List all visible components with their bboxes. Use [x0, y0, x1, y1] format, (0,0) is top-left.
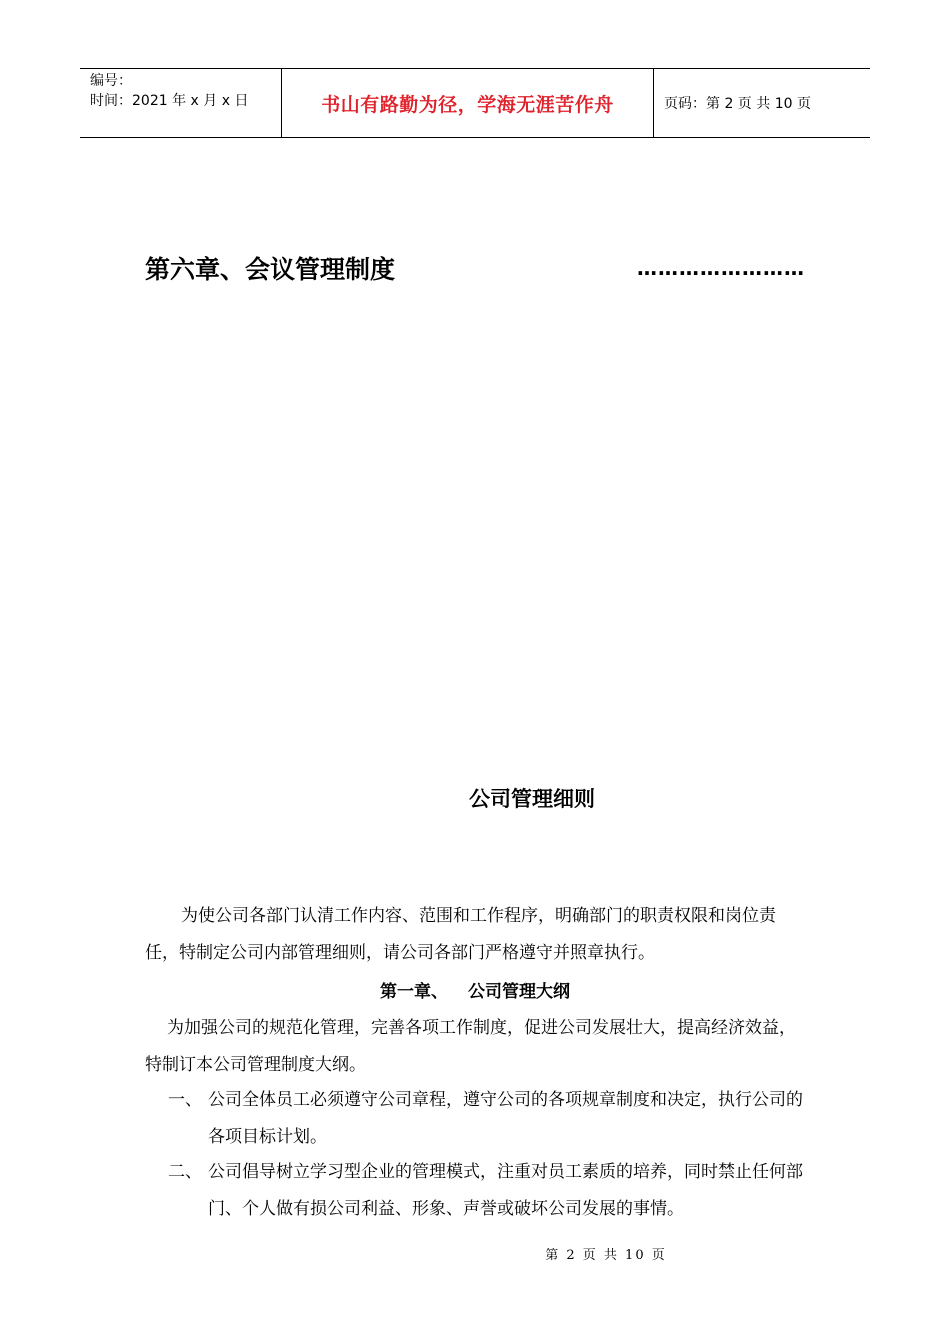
page-header: [80, 68, 870, 138]
header-page-cell: [654, 69, 870, 137]
date-label: 时间：2021 年 x 月 x 日: [90, 93, 249, 109]
chapter-title: 公司管理大纲: [468, 982, 570, 1002]
number-label: 编号：: [90, 73, 132, 89]
toc-entry[interactable]: [145, 248, 805, 288]
header-motto-cell: [281, 69, 654, 137]
list-item-text: 公司倡导树立学习型企业的管理模式，注重对员工素质的培养，同时禁止任何部门、个人做有损公司利益、形象、声誉或破坏公司发展的事情。: [208, 1162, 803, 1219]
motto-text: 书山有路勤为径，学海无涯苦作舟: [321, 93, 614, 116]
chapter-heading: [0, 978, 950, 1006]
chapter-intro-paragraph: 为加强公司的规范化管理，完善各项工作制度，促进公司发展壮大，提高经济效益，特制订本公司管理制度大纲。: [145, 1018, 796, 1075]
list-item-text: 公司全体员工必须遵守公司章程，遵守公司的各项规章制度和决定，执行公司的各项目标计划。: [208, 1090, 803, 1147]
chapter-number: 第一章、: [380, 982, 448, 1002]
toc-chapter-title[interactable]: 第六章、会议管理制度: [145, 255, 396, 284]
header-meta: [80, 69, 281, 137]
toc-leader-dots: ……………………: [637, 256, 805, 280]
page-footer: 第 2 页 共 10 页: [545, 1248, 667, 1263]
list-item: [168, 1082, 808, 1156]
list-item-number: 一、: [168, 1090, 202, 1110]
page-label: 页码：第 2 页 共 10 页: [664, 96, 811, 112]
intro-paragraph: 为使公司各部门认清工作内容、范围和工作程序，明确部门的职责权限和岗位责任，特制定公司内部管理细则，请公司各部门严格遵守并照章执行。: [145, 906, 776, 963]
list-item-number: 二、: [168, 1162, 202, 1182]
document-title: 公司管理细则: [469, 787, 595, 811]
list-item: [168, 1154, 808, 1228]
